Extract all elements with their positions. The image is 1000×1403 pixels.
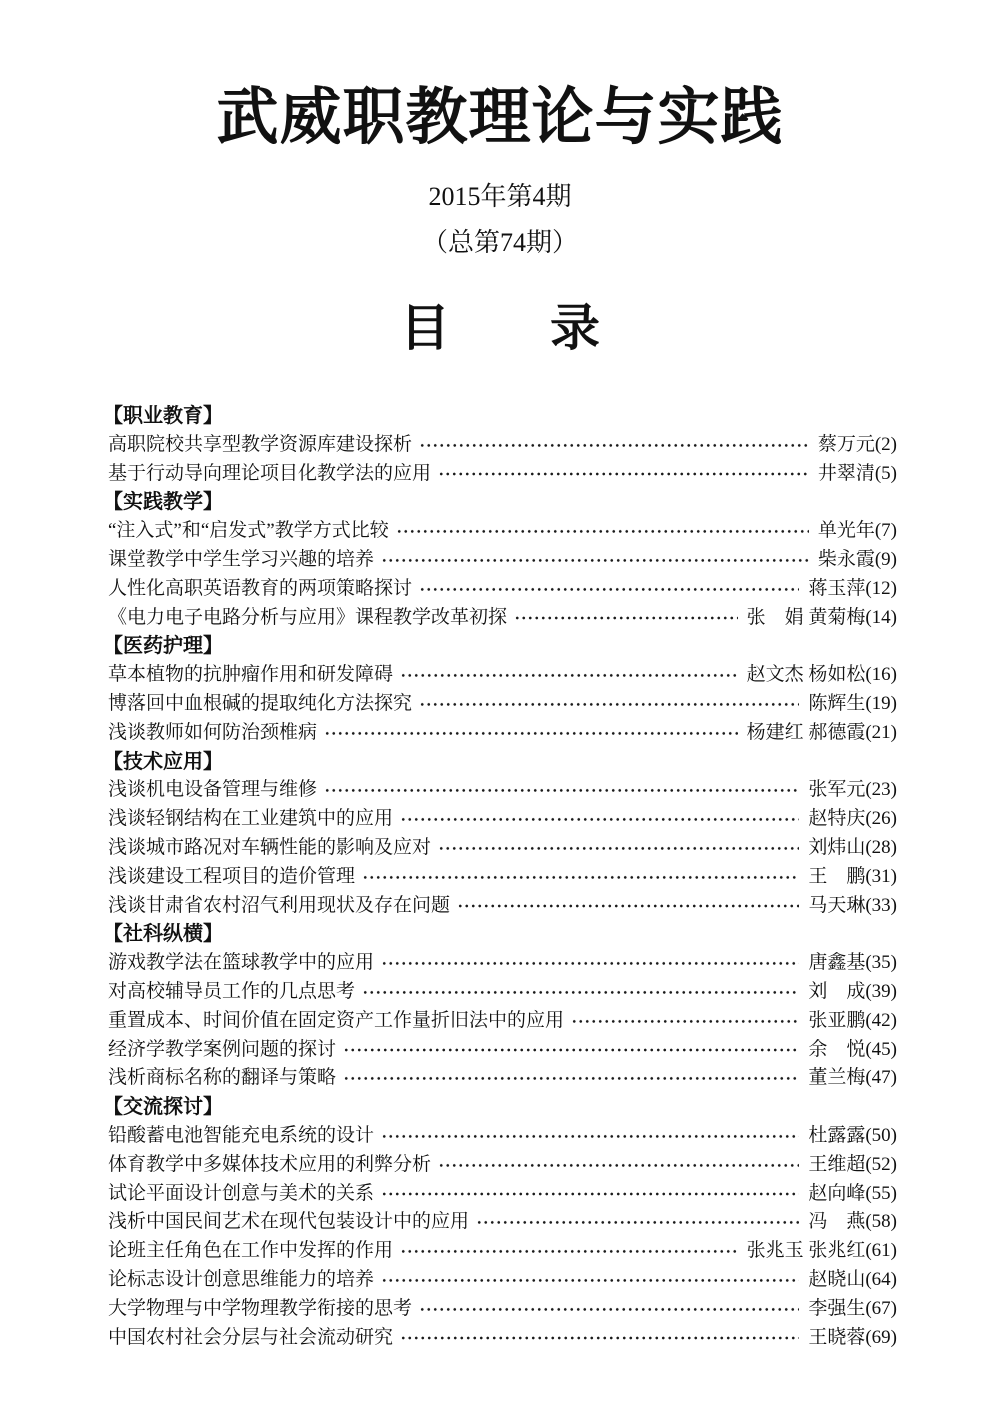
entry-title: 浅析中国民间艺术在现代包装设计中的应用 <box>108 1211 470 1233</box>
entry-title: 基于行动导向理论项目化教学法的应用 <box>108 462 432 484</box>
entry-title: 《电力电子电路分析与应用》课程教学改革初探 <box>108 606 508 628</box>
issue-line: 2015年第4期 <box>428 182 572 211</box>
dot-leader <box>419 690 799 719</box>
dot-leader <box>381 1180 799 1209</box>
dot-leader <box>400 661 738 690</box>
dot-leader <box>476 1208 799 1237</box>
dot-leader <box>324 719 738 748</box>
dot-leader <box>381 1122 799 1151</box>
entry-title: 浅谈甘肃省农村沼气利用现状及存在问题 <box>108 894 451 916</box>
entry-author-page: 张亚鹏(42) <box>808 1009 897 1031</box>
toc-entry <box>103 1036 897 1065</box>
entry-title: 课堂教学中学生学习兴趣的培养 <box>108 548 375 570</box>
toc-entry <box>103 1208 897 1237</box>
entry-title: 浅谈教师如何防治颈椎病 <box>108 721 318 743</box>
toc-entry <box>103 1007 897 1036</box>
journal-title: 武威职教理论与实践 <box>216 84 784 152</box>
toc-entry <box>103 575 897 604</box>
toc-entry <box>103 978 897 1007</box>
entry-author-page: 陈辉生(19) <box>808 692 897 714</box>
entry-author-page: 唐鑫基(35) <box>808 952 897 974</box>
dot-leader <box>514 604 738 633</box>
entry-author-page: 王 鹏(31) <box>808 865 897 887</box>
entry-title: 对高校辅导员工作的几点思考 <box>108 980 356 1002</box>
entry-title: 大学物理与中学物理教学衔接的思考 <box>108 1297 413 1319</box>
dot-leader <box>362 863 799 892</box>
entry-title: 博落回中血根碱的提取纯化方法探究 <box>108 692 413 714</box>
toc-list <box>103 402 897 1352</box>
entry-title: 体育教学中多媒体技术应用的利弊分析 <box>108 1153 432 1175</box>
entry-author-page: 余 悦(45) <box>808 1038 897 1060</box>
entry-title: 论标志设计创意思维能力的培养 <box>108 1268 375 1290</box>
entry-title: 人性化高职英语教育的两项策略探讨 <box>108 577 413 599</box>
entry-title: 高职院校共享型教学资源库建设探析 <box>108 433 413 455</box>
entry-title: 浅谈建设工程项目的造价管理 <box>108 865 356 887</box>
entry-title: 游戏教学法在篮球教学中的应用 <box>108 952 375 974</box>
entry-author-page: 王晓蓉(69) <box>808 1326 897 1348</box>
toc-entry <box>103 776 897 805</box>
dot-leader <box>571 1007 799 1036</box>
toc-entry <box>103 690 897 719</box>
entry-title: 试论平面设计创意与美术的关系 <box>108 1182 375 1204</box>
toc-entry <box>103 431 897 460</box>
entry-author-page: 张 娟 黄菊梅(14) <box>746 606 897 628</box>
dot-leader <box>381 1266 799 1295</box>
toc-entry <box>103 661 897 690</box>
dot-leader <box>457 892 799 921</box>
toc-entry <box>103 1237 897 1266</box>
toc-entry <box>103 719 897 748</box>
entry-author-page: 张兆玉 张兆红(61) <box>746 1240 897 1262</box>
dot-leader <box>362 978 799 1007</box>
entry-author-page: 赵文杰 杨如松(16) <box>746 664 897 686</box>
section-heading: 【职业教育】 <box>103 405 223 427</box>
entry-title: 经济学教学案例问题的探讨 <box>108 1038 337 1060</box>
entry-author-page: 张军元(23) <box>808 779 897 801</box>
entry-author-page: 杨建红 郝德霞(21) <box>746 721 897 743</box>
entry-author-page: 李强生(67) <box>808 1297 897 1319</box>
toc-entry <box>103 863 897 892</box>
entry-title: 草本植物的抗肿瘤作用和研发障碍 <box>108 664 394 686</box>
dot-leader <box>400 1237 738 1266</box>
dot-leader <box>343 1036 799 1065</box>
entry-title: 中国农村社会分层与社会流动研究 <box>108 1326 394 1348</box>
toc-entry <box>103 834 897 863</box>
entry-title: 浅析商标名称的翻译与策略 <box>108 1067 337 1089</box>
dot-leader <box>400 1324 799 1353</box>
toc-entry <box>103 604 897 633</box>
toc-entry <box>103 517 897 546</box>
dot-leader <box>400 805 799 834</box>
section-heading: 【医药护理】 <box>103 635 223 658</box>
entry-title: “注入式”和“启发式”教学方式比较 <box>108 520 389 542</box>
section-heading: 【社科纵横】 <box>103 923 223 946</box>
dot-leader <box>324 776 799 805</box>
dot-leader <box>438 1151 799 1180</box>
entry-title: 重置成本、时间价值在固定资产工作量折旧法中的应用 <box>108 1009 565 1031</box>
toc-entry <box>103 805 897 834</box>
dot-leader <box>396 517 809 546</box>
entry-author-page: 蒋玉萍(12) <box>808 577 897 599</box>
dot-leader <box>419 575 799 604</box>
entry-author-page: 杜露露(50) <box>808 1124 897 1146</box>
toc-entry <box>103 1324 897 1353</box>
entry-title: 浅谈机电设备管理与维修 <box>108 779 318 801</box>
dot-leader <box>381 546 809 575</box>
toc-entry <box>103 1064 897 1093</box>
entry-author-page: 单光年(7) <box>817 520 897 542</box>
dot-leader <box>381 949 799 978</box>
entry-author-page: 井翠清(5) <box>817 462 897 484</box>
toc-entry <box>103 460 897 489</box>
section-heading: 【技术应用】 <box>103 750 223 773</box>
toc-entry <box>103 949 897 978</box>
dot-leader <box>419 1295 799 1324</box>
entry-author-page: 赵晓山(64) <box>808 1268 897 1290</box>
entry-author-page: 蔡万元(2) <box>817 433 897 455</box>
toc-entry <box>103 892 897 921</box>
entry-author-page: 马天琳(33) <box>808 894 897 916</box>
toc-heading: 目 录 <box>400 300 600 356</box>
toc-entry <box>103 1151 897 1180</box>
entry-title: 论班主任角色在工作中发挥的作用 <box>108 1240 394 1262</box>
entry-author-page: 柴永霞(9) <box>817 548 897 570</box>
volume-line: （总第74期） <box>421 228 578 257</box>
section-heading: 【交流探讨】 <box>103 1096 223 1119</box>
toc-entry <box>103 1266 897 1295</box>
entry-title: 铅酸蓄电池智能充电系统的设计 <box>108 1124 375 1146</box>
toc-entry <box>103 1295 897 1324</box>
dot-leader <box>419 431 809 460</box>
entry-title: 浅谈城市路况对车辆性能的影响及应对 <box>108 836 432 858</box>
dot-leader <box>343 1064 799 1093</box>
dot-leader <box>438 834 799 863</box>
entry-author-page: 赵特庆(26) <box>808 808 897 830</box>
toc-entry <box>103 546 897 575</box>
entry-author-page: 王维超(52) <box>808 1153 897 1175</box>
entry-author-page: 赵向峰(55) <box>808 1182 897 1204</box>
entry-author-page: 刘炜山(28) <box>808 836 897 858</box>
entry-author-page: 刘 成(39) <box>808 980 897 1002</box>
dot-leader <box>438 460 809 489</box>
entry-author-page: 董兰梅(47) <box>808 1067 897 1089</box>
entry-author-page: 冯 燕(58) <box>808 1211 897 1233</box>
toc-entry <box>103 1122 897 1151</box>
entry-title: 浅谈轻钢结构在工业建筑中的应用 <box>108 808 394 830</box>
section-heading: 【实践教学】 <box>103 491 223 514</box>
toc-entry <box>103 1180 897 1209</box>
